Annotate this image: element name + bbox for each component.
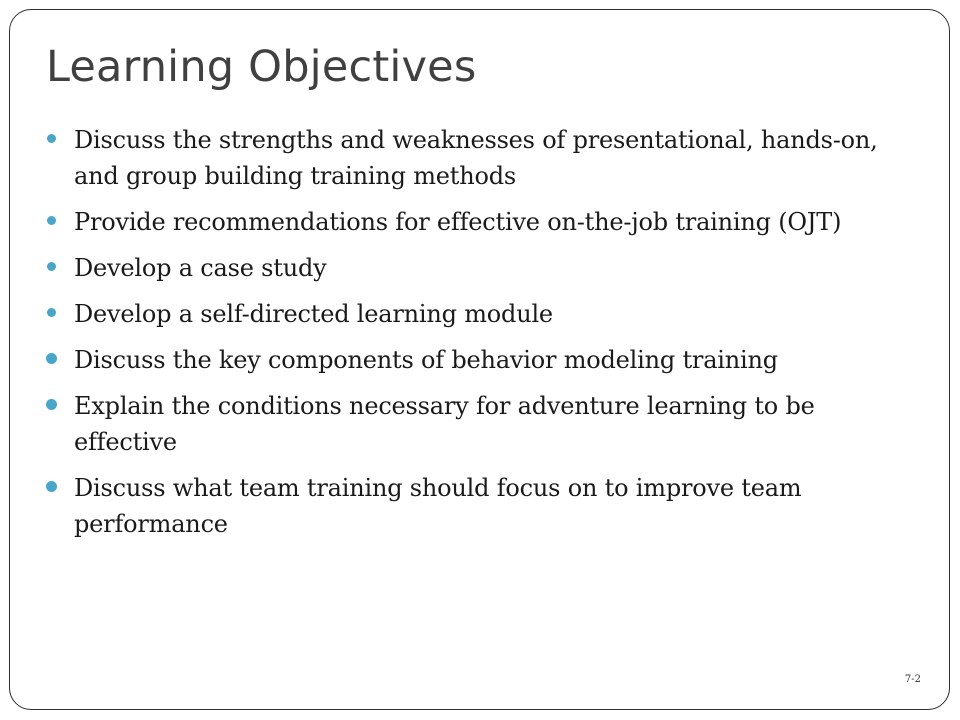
list-item-case-study <box>44 250 884 286</box>
slide-number: 7-2 <box>904 674 921 685</box>
list-item-text: Explain the conditions necessary for adventure learning to be effective <box>74 392 815 456</box>
slide-title: Learning Objectives <box>46 42 477 92</box>
list-item-adventure-learning <box>44 388 884 460</box>
bullet-dot-icon <box>47 308 56 317</box>
list-item-text: Develop a self-directed learning module <box>74 300 553 328</box>
bullet-dot-icon <box>46 399 57 410</box>
list-item-text: Discuss the strengths and weaknesses of presentational, hands-on, and group building training methods <box>74 126 878 190</box>
slide-frame <box>9 9 950 710</box>
bullet-dot-icon <box>47 134 56 143</box>
list-item-strengths-weaknesses <box>44 122 884 194</box>
list-item-team-training <box>44 470 884 542</box>
list-item-text: Develop a case study <box>74 254 327 282</box>
list-item-self-directed-module <box>44 296 884 332</box>
list-item-text: Provide recommendations for effective on-the-job training (OJT) <box>74 208 842 236</box>
objectives-list <box>44 122 884 542</box>
list-item-text: Discuss the key components of behavior modeling training <box>74 346 778 374</box>
list-item-behavior-modeling <box>44 342 884 378</box>
bullet-dot-icon <box>47 262 56 271</box>
list-item-ojt-recommendations <box>44 204 884 240</box>
bullet-dot-icon <box>46 481 57 492</box>
list-item-text: Discuss what team training should focus on to improve team performance <box>74 474 802 538</box>
bullet-dot-icon <box>46 353 57 364</box>
bullet-dot-icon <box>47 216 56 225</box>
